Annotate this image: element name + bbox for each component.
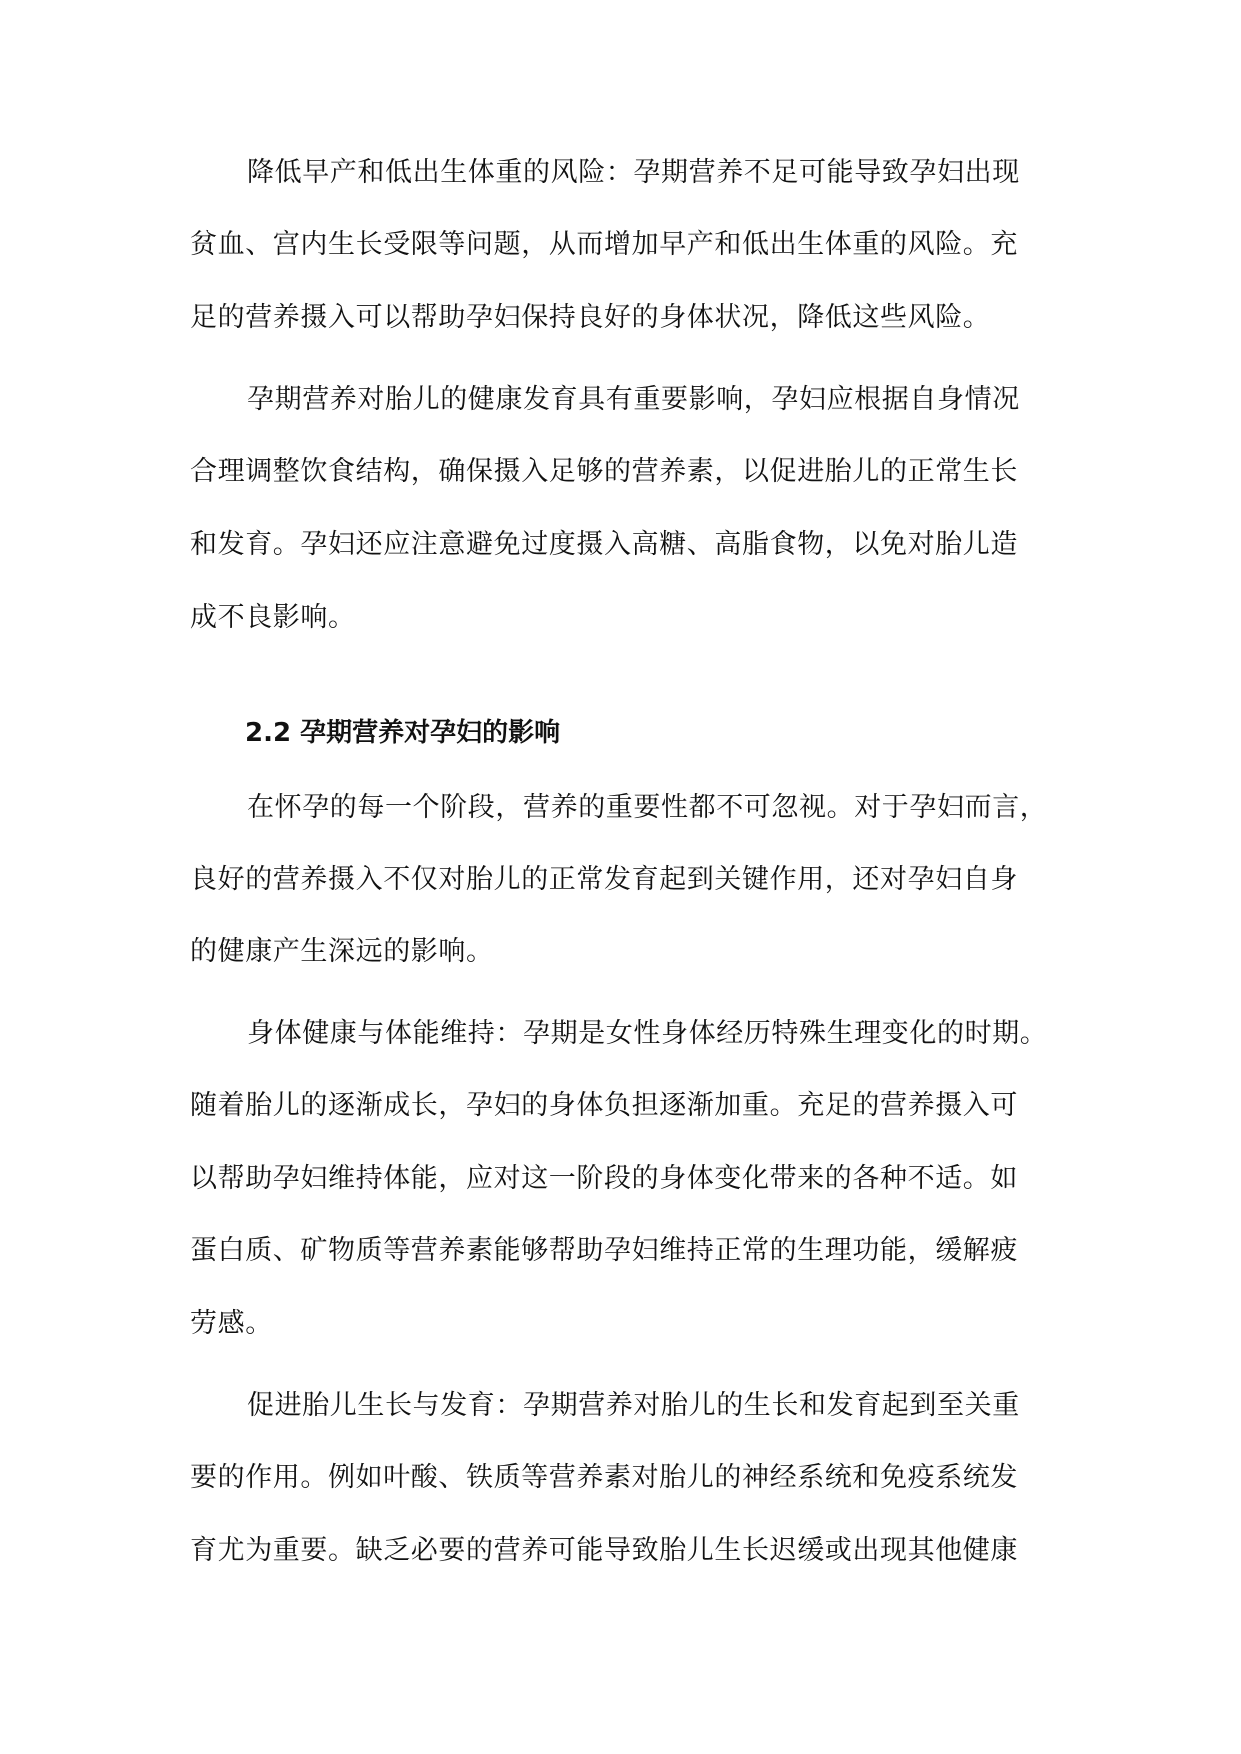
section-paragraph-3-line-2: 要的作用。例如叶酸、铁质等营养素对胎儿的神经系统和免疫系统发 bbox=[190, 1462, 1018, 1493]
section-paragraph-1-line-1: 在怀孕的每一个阶段，营养的重要性都不可忽视。对于孕妇而言， bbox=[247, 792, 1048, 823]
paragraph-1-line-2: 贫血、宫内生长受限等问题，从而增加早产和低出生体重的风险。充 bbox=[190, 229, 1018, 260]
section-paragraph-1-line-2: 良好的营养摄入不仅对胎儿的正常发育起到关键作用，还对孕妇自身 bbox=[190, 864, 1018, 895]
section-paragraph-1-line-3: 的健康产生深远的影响。 bbox=[190, 936, 494, 967]
section-paragraph-2-line-4: 蛋白质、矿物质等营养素能够帮助孕妇维持正常的生理功能，缓解疲 bbox=[190, 1235, 1018, 1266]
section-paragraph-2-line-1: 身体健康与体能维持：孕期是女性身体经历特殊生理变化的时期。 bbox=[247, 1018, 1048, 1049]
section-paragraph-2-line-2: 随着胎儿的逐渐成长，孕妇的身体负担逐渐加重。充足的营养摄入可 bbox=[190, 1090, 1018, 1121]
section-paragraph-3-line-1: 促进胎儿生长与发育：孕期营养对胎儿的生长和发育起到至关重 bbox=[247, 1390, 1020, 1421]
section-paragraph-3-line-3: 育尤为重要。缺乏必要的营养可能导致胎儿生长迟缓或出现其他健康 bbox=[190, 1535, 1018, 1566]
paragraph-1-line-3: 足的营养摄入可以帮助孕妇保持良好的身体状况，降低这些风险。 bbox=[190, 302, 991, 333]
paragraph-2-line-2: 合理调整饮食结构，确保摄入足够的营养素，以促进胎儿的正常生长 bbox=[190, 456, 1018, 487]
section-heading: 2.2 孕期营养对孕妇的影响 bbox=[245, 718, 561, 748]
paragraph-2-line-4: 成不良影响。 bbox=[190, 602, 356, 633]
section-paragraph-2-line-5: 劳感。 bbox=[190, 1308, 273, 1339]
section-paragraph-2-line-3: 以帮助孕妇维持体能，应对这一阶段的身体变化带来的各种不适。如 bbox=[190, 1163, 1018, 1194]
paragraph-1-line-1: 降低早产和低出生体重的风险：孕期营养不足可能导致孕妇出现 bbox=[247, 157, 1020, 188]
paragraph-2-line-1: 孕期营养对胎儿的健康发育具有重要影响，孕妇应根据自身情况 bbox=[247, 384, 1020, 415]
paragraph-2-line-3: 和发育。孕妇还应注意避免过度摄入高糖、高脂食物，以免对胎儿造 bbox=[190, 529, 1018, 560]
